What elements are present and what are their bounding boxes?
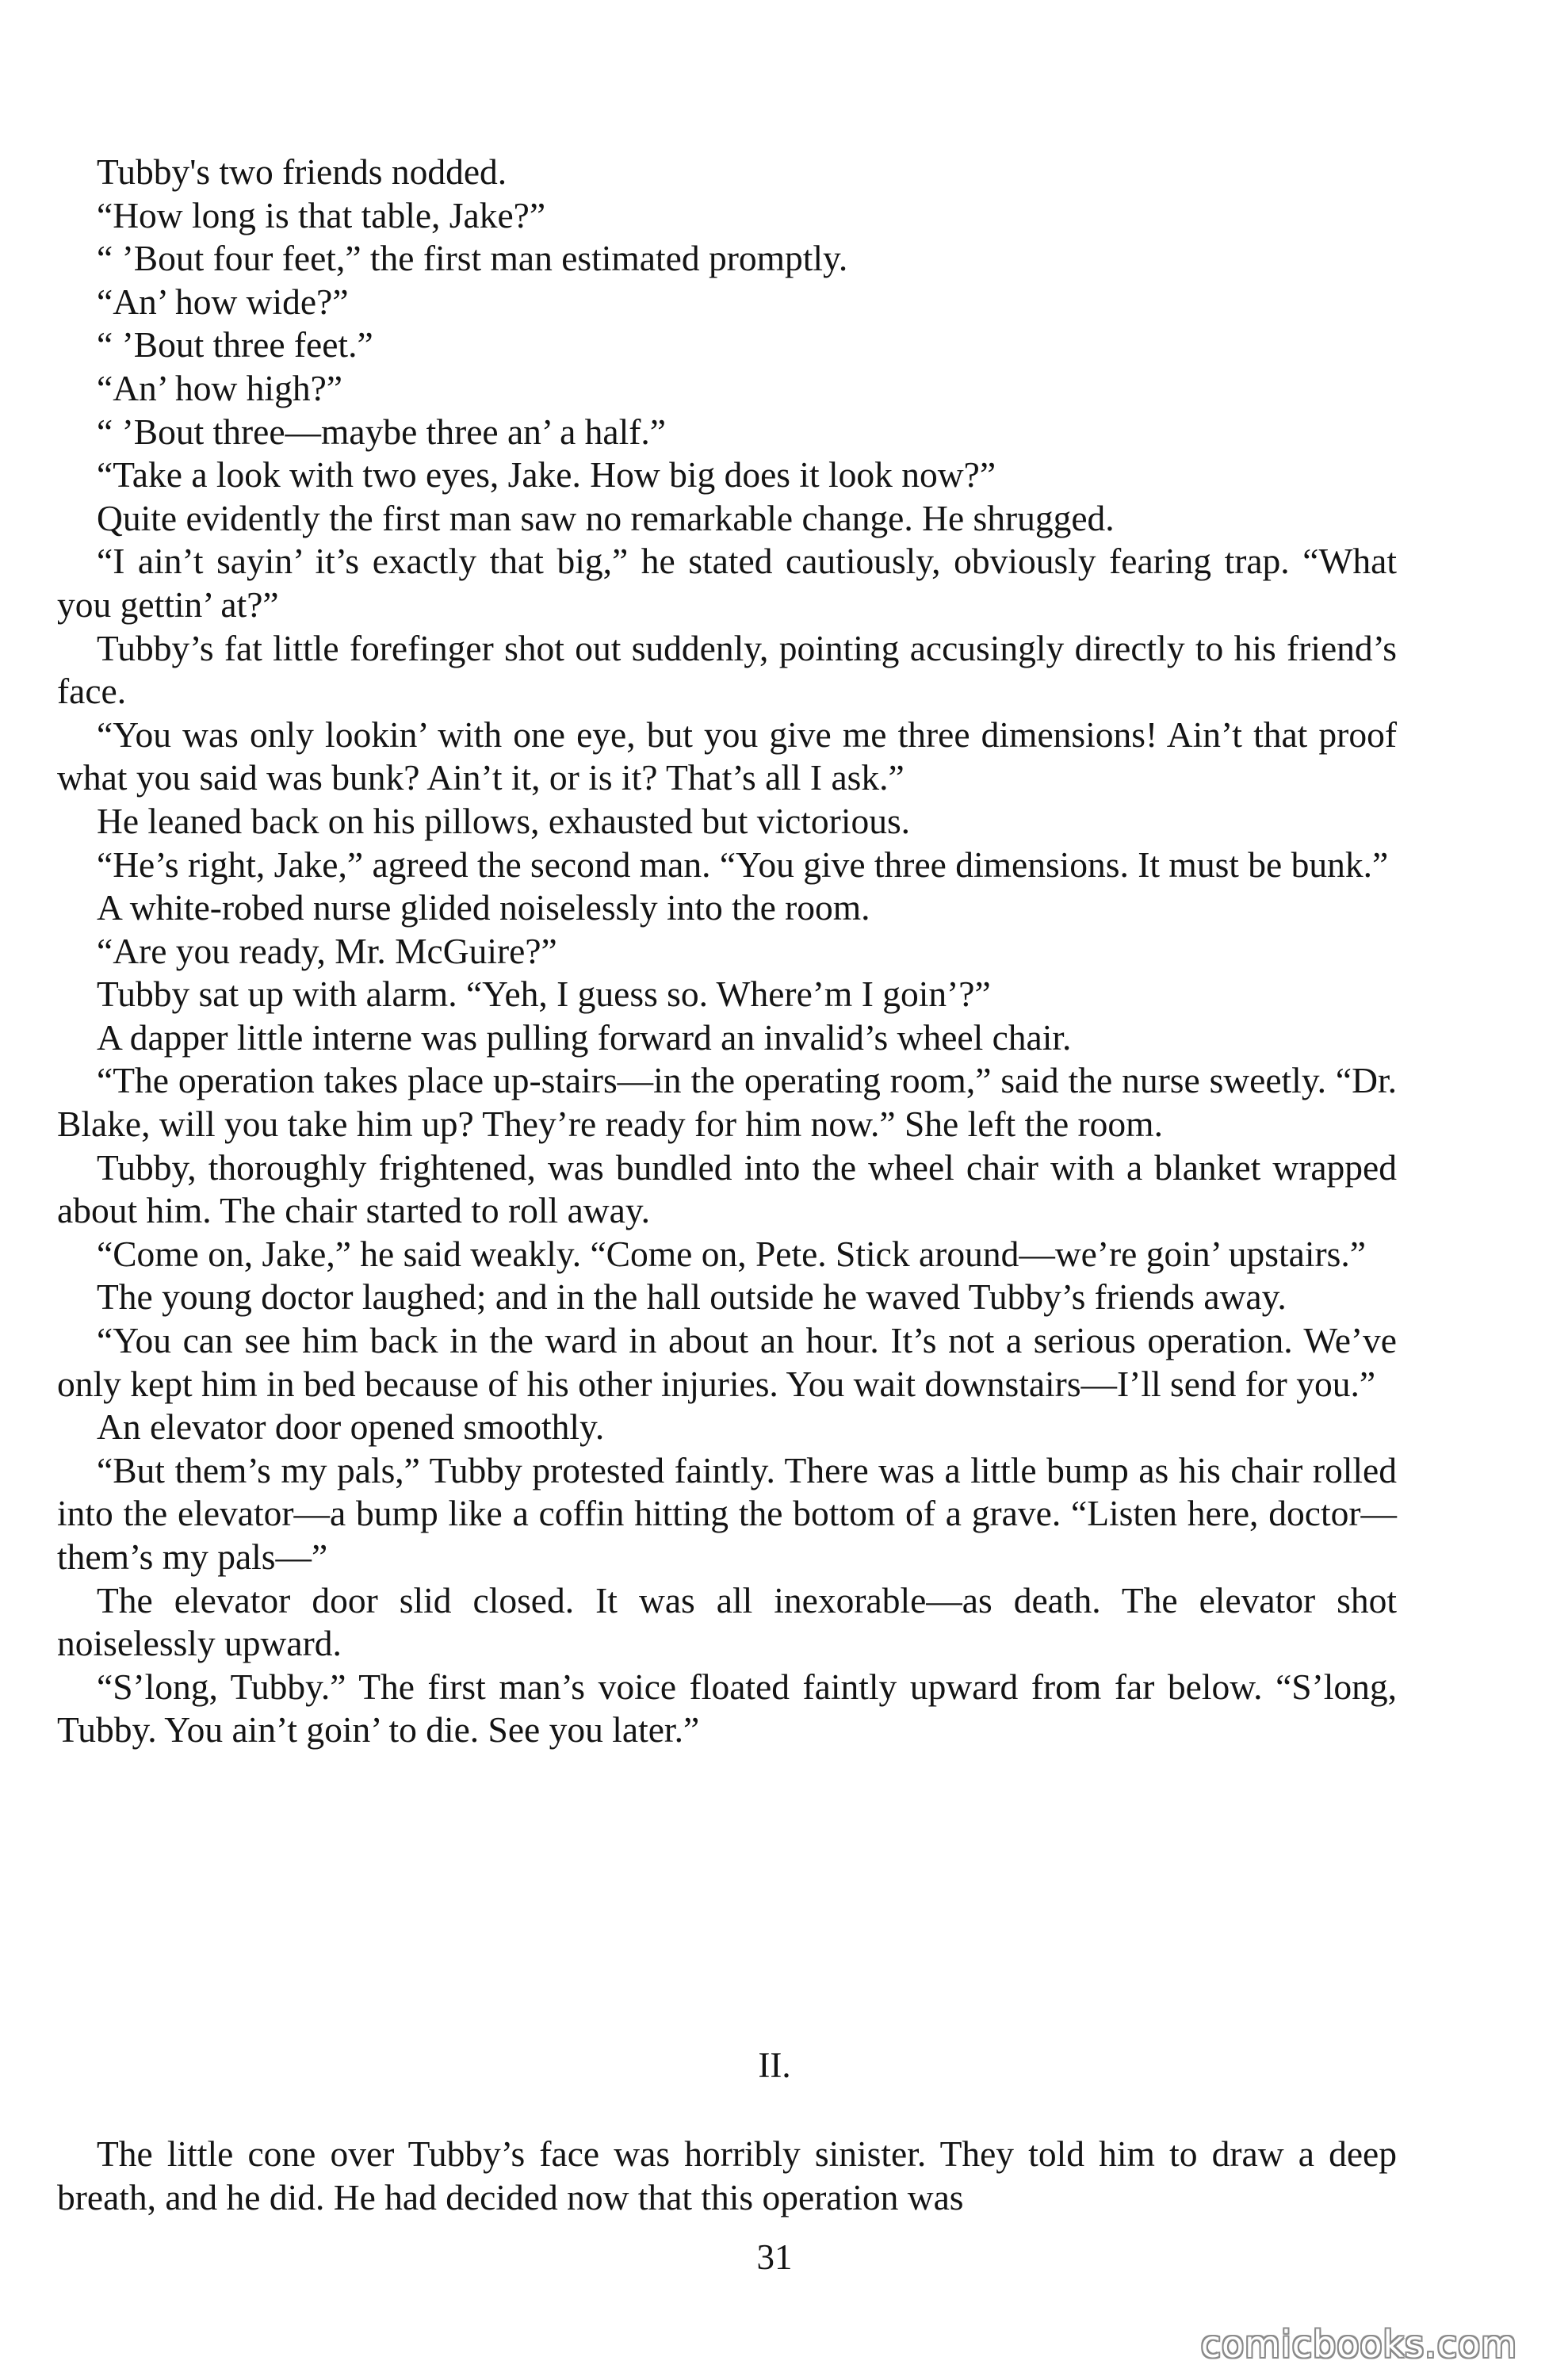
section-body-text: [57, 2133, 1397, 2219]
paragraph: A dapper little interne was pulling forward an invalid’s wheel chair.: [97, 1016, 1072, 1058]
paragraph: “You can see him back in the ward in about an hour. It’s not a serious operation. We’ve only kept him in bed because of his other injuries. You wait downstairs—I’ll send for you.”: [57, 1320, 1397, 1404]
section-heading: II.: [758, 2045, 791, 2085]
paragraph: Tubby sat up with alarm. “Yeh, I guess so. Where’m I goin’?”: [97, 974, 991, 1015]
paragraph: “But them’s my pals,” Tubby protested faintly. There was a little bump as his chair rolled into the elevator—a bump like a coffin hitting the bottom of a grave. “Listen here, doctor—them’s my pals—”: [57, 1449, 1397, 1577]
paragraph: He leaned back on his pillows, exhausted but victorious.: [97, 800, 911, 841]
paragraph: “He’s right, Jake,” agreed the second man. “You give three dimensions. It must be bunk.”: [97, 844, 1389, 885]
paragraph: The young doctor laughed; and in the hall outside he waved Tubby’s friends away.: [97, 1276, 1287, 1318]
paragraph: “Take a look with two eyes, Jake. How big does it look now?”: [97, 454, 996, 496]
page-number: 31: [756, 2237, 793, 2277]
paragraph: “You was only lookin’ with one eye, but you give me three dimensions! Ain’t that proof what you said was bunk? Ain’t it, or is it? That’s all I ask.”: [57, 714, 1397, 798]
paragraph: “Come on, Jake,” he said weakly. “Come on, Pete. Stick around—we’re goin’ upstairs.”: [97, 1233, 1366, 1274]
paragraph: “I ain’t sayin’ it’s exactly that big,” he stated cautiously, obviously fearing trap. “What you gettin’ at?”: [57, 541, 1397, 625]
paragraph: The elevator door slid closed. It was all inexorable—as death. The elevator shot noiselessly upward.: [57, 1579, 1397, 1664]
paragraph: “An’ how wide?”: [97, 281, 349, 322]
paragraph: The little cone over Tubby’s face was horribly sinister. They told him to draw a deep breath, and he did. He had decided now that this operation was: [57, 2133, 1397, 2217]
paragraph: “Are you ready, Mr. McGuire?”: [97, 930, 557, 971]
paragraph: An elevator door opened smoothly.: [97, 1406, 605, 1448]
paragraph: Tubby’s fat little forefinger shot out suddenly, pointing accusingly directly to his friend’s face.: [57, 627, 1397, 712]
paragraph: “The operation takes place up-stairs—in the operating room,” said the nurse sweetly. “Dr. Blake, will you take him up? They’re ready for him now.” She left the room.: [57, 1060, 1397, 1145]
paragraph: A white-robed nurse glided noiselessly into the room.: [97, 887, 870, 928]
body-text: [57, 151, 1397, 1752]
paragraph: Tubby, thoroughly frightened, was bundled into the wheel chair with a blanket wrapped about him. The chair started to roll away.: [57, 1146, 1397, 1231]
watermark-logo: comicbooks.com: [1200, 2323, 1517, 2366]
paragraph: “S’long, Tubby.” The first man’s voice floated faintly upward from far below. “S’long, Tubby. You ain’t goin’ to die. See you later.”: [57, 1666, 1397, 1751]
paragraph: Tubby's two friends nodded.: [97, 151, 507, 192]
paragraph: “ ’Bout three feet.”: [97, 324, 373, 365]
paragraph: Quite evidently the first man saw no remarkable change. He shrugged.: [97, 497, 1115, 538]
paragraph: “How long is that table, Jake?”: [97, 194, 546, 235]
paragraph: “ ’Bout four feet,” the first man estimated promptly.: [97, 238, 848, 279]
paragraph: “ ’Bout three—maybe three an’ a half.”: [97, 411, 666, 452]
paragraph: “An’ how high?”: [97, 367, 342, 408]
